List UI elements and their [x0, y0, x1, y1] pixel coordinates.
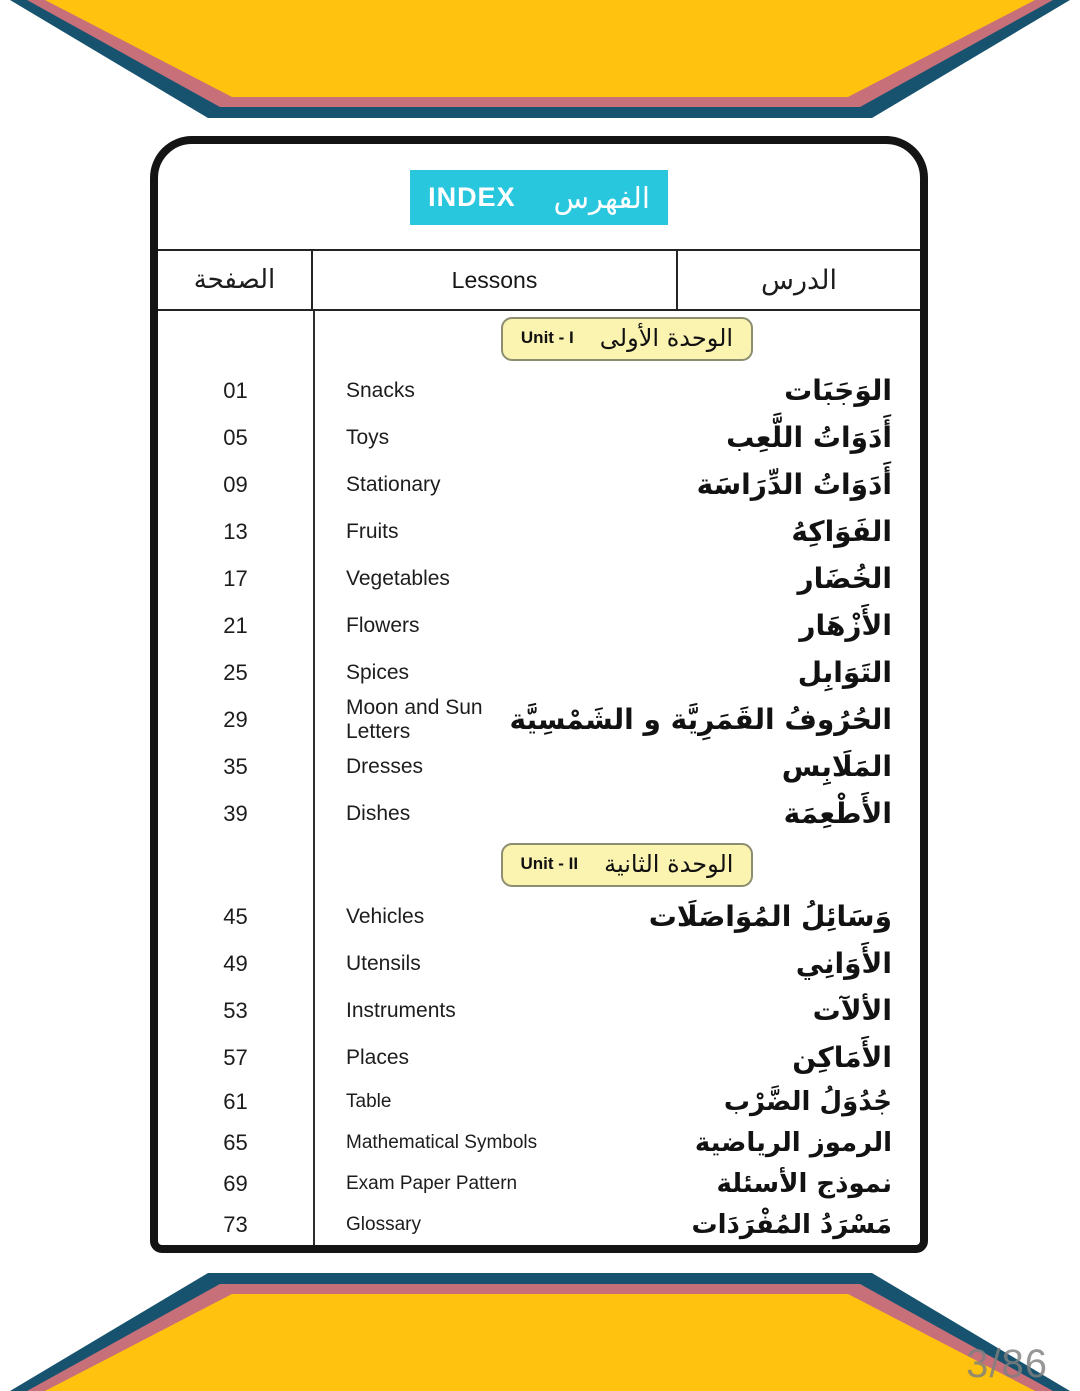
table-row — [158, 602, 920, 649]
row-lesson-english: Instruments — [346, 998, 456, 1022]
row-lesson-english: Stationary — [346, 472, 441, 496]
row-page-number: 17 — [223, 565, 248, 591]
row-lesson-arabic: الأَوَانِي — [795, 947, 892, 980]
row-lesson-arabic: المَلَابِس — [781, 750, 892, 783]
row-lesson-english: Dishes — [346, 801, 411, 825]
row-page-number: 09 — [223, 471, 248, 497]
row-lesson-arabic: الرموز الرياضية — [694, 1127, 892, 1158]
table-row — [158, 1122, 920, 1163]
row-lesson-english: Table — [346, 1090, 392, 1112]
unit-badge-label-arabic: الوحدة الثانية — [604, 850, 734, 878]
header-lesson-arabic-column: الدرس — [761, 264, 837, 296]
table-row — [158, 508, 920, 555]
row-lesson-arabic: نموذج الأسئلة — [716, 1168, 892, 1199]
table-row — [158, 461, 920, 508]
table-row — [158, 743, 920, 790]
table-row — [158, 367, 920, 414]
row-page-number: 61 — [223, 1088, 248, 1114]
table-row — [158, 696, 920, 743]
row-lesson-arabic: الوَجَبَات — [784, 374, 892, 407]
index-title-english: INDEX — [428, 182, 516, 213]
row-lesson-arabic: أَدَوَاتُ الدِّرَاسَة — [696, 468, 892, 501]
unit-badge-label-arabic: الوحدة الأولى — [599, 324, 734, 352]
row-lesson-arabic: جُدُوَلُ الضَّرْب — [723, 1086, 892, 1117]
table-row — [158, 940, 920, 987]
row-page-number: 13 — [223, 518, 248, 544]
row-lesson-arabic: الأَزْهَار — [799, 609, 892, 642]
row-lesson-english: Glossary — [346, 1213, 421, 1235]
row-lesson-arabic: الخُضَار — [797, 562, 892, 595]
row-page-number: 45 — [223, 903, 248, 929]
row-lesson-english: Fruits — [346, 519, 399, 543]
row-lesson-arabic: الفَوَاكِهُ — [791, 515, 892, 548]
page-number-watermark: 3/86 — [966, 1342, 1048, 1386]
row-page-number: 39 — [223, 800, 248, 826]
row-page-number: 73 — [223, 1211, 248, 1237]
row-lesson-english: Vehicles — [346, 904, 425, 928]
header-lessons-column: Lessons — [313, 251, 678, 309]
row-lesson-english: Toys — [346, 425, 390, 449]
row-page-number: 01 — [223, 377, 248, 403]
row-lesson-arabic: أَدَوَاتُ اللَّعِب — [726, 421, 892, 454]
bottom-banner-decoration — [0, 1273, 1080, 1391]
row-lesson-english: Places — [346, 1045, 410, 1069]
table-header-row — [158, 249, 920, 311]
unit-badge-row — [246, 311, 1008, 367]
table-row — [158, 649, 920, 696]
row-lesson-english: Dresses — [346, 754, 424, 778]
row-page-number: 53 — [223, 997, 248, 1023]
row-lesson-arabic: وَسَائِلُ المُوَاصَلَات — [648, 900, 892, 933]
row-page-number: 69 — [223, 1170, 248, 1196]
index-title-banner — [410, 170, 668, 225]
unit-badge — [501, 843, 754, 887]
row-lesson-english: Flowers — [346, 613, 420, 637]
row-lesson-english: Snacks — [346, 378, 415, 402]
row-page-number: 57 — [223, 1044, 248, 1070]
table-row — [158, 790, 920, 837]
row-lesson-english: Spices — [346, 660, 410, 684]
index-table-body — [158, 311, 920, 1245]
row-page-number: 05 — [223, 424, 248, 450]
row-lesson-english: Moon and Sun Letters — [346, 695, 483, 743]
index-card — [150, 136, 928, 1253]
row-page-number: 25 — [223, 659, 248, 685]
row-page-number: 29 — [223, 706, 248, 732]
index-title-arabic: الفهرس — [553, 180, 650, 215]
unit-badge-label: Unit - II — [520, 854, 579, 873]
table-row — [158, 555, 920, 602]
row-lesson-arabic: الأَمَاكِن — [792, 1041, 892, 1074]
row-lesson-arabic: الأَطْعِمَة — [783, 797, 892, 830]
unit-badge-label: Unit - I — [520, 328, 574, 347]
table-row — [158, 893, 920, 940]
row-lesson-english: Vegetables — [346, 566, 450, 590]
row-page-number: 35 — [223, 753, 248, 779]
row-page-number: 21 — [223, 612, 248, 638]
table-row — [158, 1081, 920, 1122]
table-row — [158, 1034, 920, 1081]
table-row — [158, 414, 920, 461]
row-lesson-english: Mathematical Symbols — [346, 1131, 538, 1153]
top-banner-decoration — [0, 0, 1080, 118]
row-lesson-arabic: الألآت — [812, 994, 892, 1027]
unit-badge — [501, 317, 753, 361]
row-page-number: 65 — [223, 1129, 248, 1155]
table-row — [158, 1163, 920, 1204]
table-row — [158, 987, 920, 1034]
table-row — [158, 1204, 920, 1245]
row-page-number: 49 — [223, 950, 248, 976]
header-page-column: الصفحة — [158, 251, 313, 309]
row-lesson-arabic: مَسْرَدُ المُفْرَدَات — [691, 1209, 892, 1240]
row-lesson-english: Utensils — [346, 951, 421, 975]
row-lesson-english: Exam Paper Pattern — [346, 1172, 518, 1194]
row-lesson-arabic: التَوَابِل — [797, 656, 892, 689]
row-lesson-arabic: الحُرُوفُ القَمَرِيَّة و الشَمْسِيَّة — [509, 703, 892, 736]
unit-badge-row — [246, 837, 1008, 893]
